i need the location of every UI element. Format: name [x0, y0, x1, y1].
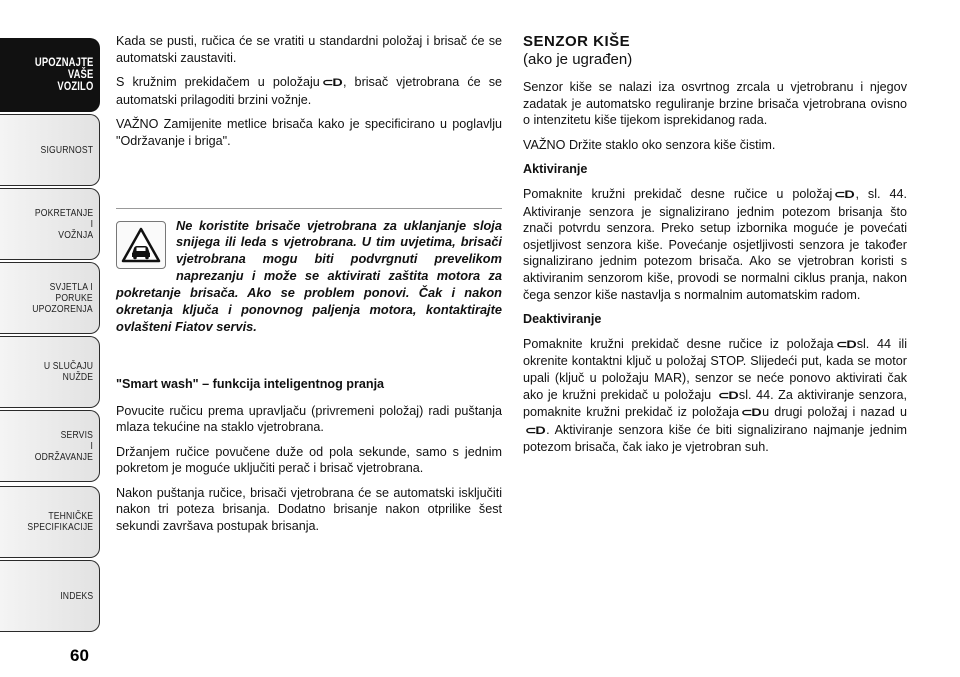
car-warning-triangle-icon [116, 221, 166, 269]
paragraph: Povucite ručicu prema upravljaču (privremeni položaj) radi puštanja mlaza tekućine na staklo vjetrobrana. [116, 403, 502, 435]
spacer [116, 158, 502, 208]
wiper-auto-position-icon: ⊂D [834, 188, 854, 201]
text: sl. 44. Za aktiviranje senzora, pomaknite kružni prekidač iz položaja [523, 387, 908, 420]
paragraph: Kada se pusti, ručica će se vratiti u standardni položaj i brisač će se automatski zaustaviti. [116, 34, 502, 65]
paragraph: Držanjem ručice povučene duže od pola sekunde, samo s jednim pokretom je moguće uključiti perač i brisač vjetrobrana. [116, 444, 502, 476]
text: . Aktiviranje senzora kiše će biti signalizirano najmanje jednim potezom brisača, čak iako je vjetrobran suh. [523, 422, 907, 455]
tab-tehnicke-specifikacije[interactable] [0, 486, 100, 558]
paragraph: Senzor kiše se nalazi iza osvrtnog zrcala u vjetrobranu i njegov zadatak je automatsko reguliranje brzine brisača vjetrobrana ovisno o intenzitetu kiše tijekom isprekidanog rada. [523, 80, 907, 128]
tab-u-slucaju-nuzde[interactable] [0, 336, 100, 408]
deactivation-heading: Deaktiviranje [523, 312, 602, 327]
warning-text: Ne koristite brisače vjetrobrana za uklanjanje sloja snijega ili leda s vjetrobrana. U tim uvjetima, brisači vjetrobrana mogu biti podvrgnuti prevelikom naprezanju i može se aktivirati zaštita motora za pokretanje brisača. Ako se problem ponovi. Čak i nakon okretanja ključa i ponovnog paljenja motora, kontaktirajte ovlašteni Fiatov servis. [116, 217, 502, 334]
tab-indeks[interactable] [0, 560, 100, 632]
paragraph [116, 74, 502, 108]
tab-label: SIGURNOST [40, 143, 93, 156]
text: , brisač vjetrobrana će se automatski prilagoditi brzini vožnje. [116, 75, 502, 107]
chapter-sidebar [0, 0, 104, 677]
warning-block [116, 218, 502, 336]
text: Pomaknite kružni prekidač desne ručice u položaj [523, 186, 833, 201]
tab-label: POKRETANJE I VOŽNJA [34, 206, 93, 241]
text: Pomaknite kružni prekidač desne ručice iz položaja [523, 336, 834, 351]
tab-pokretanje-i-voznja[interactable] [0, 188, 100, 260]
tab-label: INDEKS [59, 589, 93, 602]
smart-wash-heading: "Smart wash" – funkcija inteligentnog pranja [116, 376, 385, 391]
text: , sl. 44. Aktiviranje senzora je signalizirano jednim potezom brisanja što znači potvrdu senzora. Preko setup izbornika moguće je povećati osjetljivost senzora kiše. Povećanje osjetljivosti senzora je također signalizirano jednim potezom brisača. Ako se vjetrobran koristi s aktiviranim senzorom kiše, provodi se normalni ciklus pranja, nakon čega senzor kiše nastavlja s normalnim automatskim radom. [523, 186, 907, 302]
text: sl. 44 ili okrenite kontaktni ključ u položaj STOP. Slijedeći put, kada se motor upali (ključ u položaju MAR), senzor se neće ponovo aktivirati čak ako je kružni prekidač u položaju [523, 336, 908, 402]
wiper-auto-position-icon: ⊂D [835, 338, 855, 351]
tab-label: U SLUČAJU NUŽDE [43, 360, 93, 383]
text: S kružnim prekidačem u položaju [116, 75, 320, 90]
section-title: SENZOR KIŠE [523, 33, 631, 50]
activation-heading: Aktiviranje [523, 162, 588, 177]
paragraph: VAŽNO Držite staklo oko senzora kiše čistim. [523, 137, 776, 152]
wiper-auto-position-icon: ⊂D [321, 77, 342, 90]
section-subtitle: (ako je ugrađen) [523, 51, 633, 68]
tab-label: SERVIS I ODRŽAVANJE [34, 428, 93, 463]
tab-svjetla-i-poruke[interactable] [0, 262, 100, 334]
wiper-auto-position-icon: ⊂D [524, 424, 545, 437]
left-column [116, 33, 502, 543]
page-number: 60 [70, 646, 89, 665]
tab-servis-i-odrzavanje[interactable] [0, 410, 100, 482]
wiper-auto-position-icon: ⊂D [717, 389, 738, 402]
tab-label: SVJETLA I PORUKE UPOZORENJA [32, 280, 93, 315]
paragraph: Nakon puštanja ručice, brisači vjetrobrana će se automatski isključiti nakon tri poteza brisanja. Dodatno brisanje nakon otprilike šest sekundi završava postupak brisanja. [116, 485, 502, 534]
text: u drugi položaj i nazad u [762, 405, 907, 420]
tab-sigurnost[interactable] [0, 114, 100, 186]
tab-label: TEHNIČKE SPECIFIKACIJE [27, 510, 93, 533]
paragraph [523, 186, 907, 303]
tab-label: UPOZNAJTE VAŠE VOZILO [34, 57, 93, 93]
tab-upoznajte-vase-vozilo[interactable] [0, 38, 100, 112]
right-column [523, 33, 907, 464]
paragraph [523, 336, 907, 456]
paragraph: VAŽNO Zamijenite metlice brisača kako je specificirano u poglavlju "Održavanje i briga". [116, 117, 502, 148]
divider [116, 208, 502, 209]
wiper-auto-position-icon: ⊂D [740, 407, 761, 420]
